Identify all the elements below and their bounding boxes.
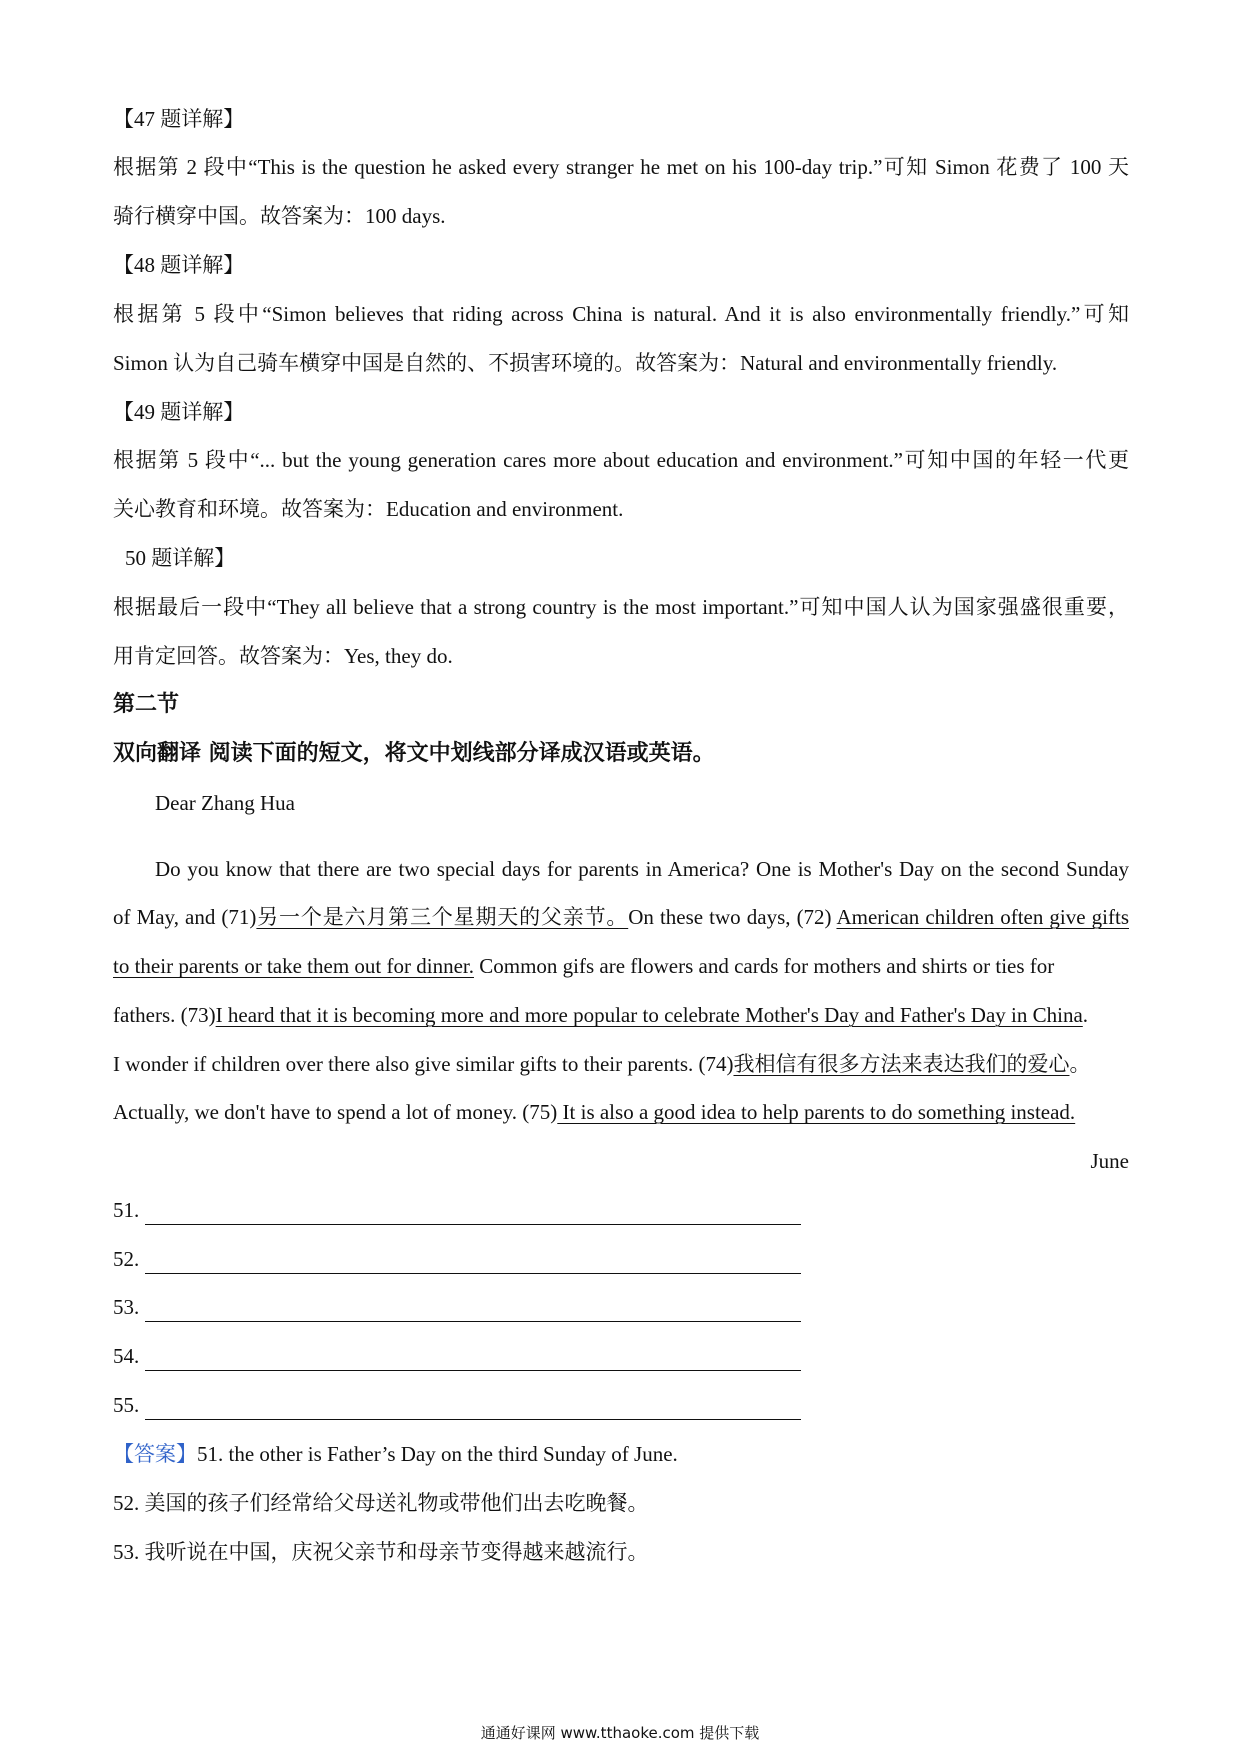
underlined-passage-71: 另一个是六月第三个星期天的父亲节。 [256, 905, 629, 929]
answer-53: 53. 我听说在中国，庆祝父亲节和母亲节变得越来越流行。 [113, 1540, 649, 1564]
answer-text: 51. the other is Father’s Day on the third Sunday of June. [197, 1442, 678, 1466]
letter-line-1 [113, 854, 1129, 884]
letter-text: On these two days, (72) [628, 905, 837, 929]
q48-heading: 【48 题详解】 [113, 253, 245, 277]
underlined-passage-75: It is also a good idea to help parents to do something instead. [557, 1100, 1076, 1124]
letter-greeting: Dear Zhang Hua [155, 791, 295, 815]
underlined-passage-72-part1: American children often give gifts [836, 905, 1129, 929]
letter-line-4 [113, 1000, 1129, 1030]
blank-number: 55. [113, 1393, 140, 1417]
letter-text: Actually, we don't have to spend a lot of money. (75) [113, 1100, 558, 1124]
letter-text: Do you know that there are two special days for parents in America? One is Mother's Day on the second Sunday [155, 857, 1129, 881]
answer-52: 52. 美国的孩子们经常给父母送礼物或带他们出去吃晚餐。 [113, 1491, 649, 1515]
section-title: 第二节 [113, 692, 180, 717]
q49-explanation-line1: 根据第 5 段中“... but the young generation cares more about education and environment.”可知中国的年轻一代更 [113, 448, 1129, 472]
letter-line-2 [113, 902, 1129, 932]
letter-text: I wonder if children over there also give similar gifts to their parents. (74) [113, 1052, 734, 1076]
q47-explanation-line2: 骑行横穿中国。故答案为：100 days. [113, 204, 446, 228]
section-instruction: 双向翻译 阅读下面的短文，将文中划线部分译成汉语或英语。 [113, 741, 715, 766]
q49-heading: 【49 题详解】 [113, 400, 245, 424]
blank-number: 52. [113, 1247, 140, 1271]
letter-line-3 [113, 951, 1129, 981]
q49-explanation-line2: 关心教育和环境。故答案为：Education and environment. [113, 497, 624, 521]
footer-source: 通通好课网 www.tthaoke.com 提供下载 [480, 1724, 760, 1742]
q50-explanation-line2: 用肯定回答。故答案为：Yes, they do. [113, 644, 453, 668]
underlined-passage-72-part2: to their parents or take them out for dinner. [113, 954, 474, 978]
letter-text: Common gifs are flowers and cards for mothers and shirts or ties for [473, 954, 1055, 978]
q48-explanation-line2: Simon 认为自己骑车横穿中国是自然的、不损害环境的。故答案为：Natural and environmentally friendly. [113, 351, 1058, 375]
blank-line[interactable] [145, 1297, 801, 1322]
q50-heading: 50 题详解】 [125, 546, 236, 570]
blank-number: 51. [113, 1198, 140, 1222]
answer-blank-55 [113, 1390, 1129, 1420]
underlined-passage-73: I heard that it is becoming more and more popular to celebrate Mother's Day and Father's Day in China [215, 1003, 1083, 1027]
q47-heading: 【47 题详解】 [113, 107, 245, 131]
blank-line[interactable] [145, 1249, 801, 1274]
letter-text: . [1082, 1003, 1089, 1027]
answer-51 [113, 1439, 1129, 1469]
letter-line-5 [113, 1049, 1129, 1079]
blank-number: 54. [113, 1344, 140, 1368]
letter-text: 。 [1069, 1052, 1091, 1076]
blank-line[interactable] [145, 1395, 801, 1420]
answer-blank-53 [113, 1292, 1129, 1322]
answer-tag: 【答案】 [113, 1442, 197, 1466]
blank-line[interactable] [145, 1200, 801, 1225]
answer-blank-52 [113, 1244, 1129, 1274]
letter-signature: June [1090, 1149, 1129, 1173]
q47-explanation-line1: 根据第 2 段中“This is the question he asked every stranger he met on his 100-day trip.”可知 Simon 花费了 100 天 [113, 155, 1129, 179]
answer-blank-51 [113, 1195, 1129, 1225]
blank-number: 53. [113, 1295, 140, 1319]
underlined-passage-74: 我相信有很多方法来表达我们的爱心 [733, 1052, 1070, 1076]
letter-text: fathers. (73) [113, 1003, 216, 1027]
q48-explanation-line1: 根据第 5 段中“Simon believes that riding across China is natural. And it is also environmentally friendly.”可知 [113, 302, 1129, 326]
q50-explanation-line1: 根据最后一段中“They all believe that a strong country is the most important.”可知中国人认为国家强盛很重要， [113, 595, 1129, 619]
letter-line-6 [113, 1097, 1129, 1127]
blank-line[interactable] [145, 1346, 801, 1371]
answer-blank-54 [113, 1341, 1129, 1371]
letter-text: of May, and (71) [113, 905, 257, 929]
